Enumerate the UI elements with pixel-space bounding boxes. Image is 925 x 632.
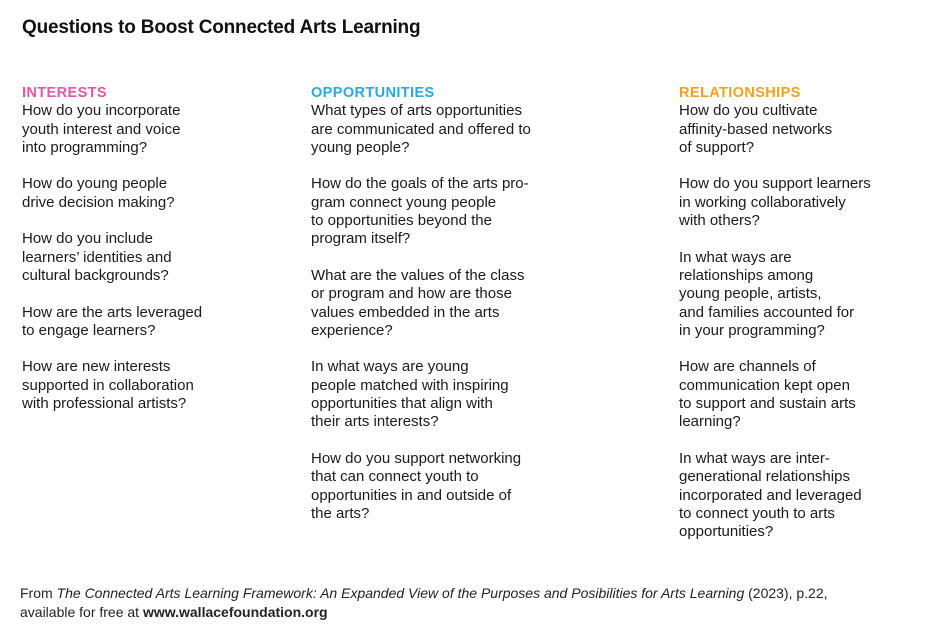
citation-suffix: (2023), p.22, bbox=[744, 585, 828, 601]
question: What are the values of the class or program and how are those values embedded in the arts experience? bbox=[311, 266, 525, 339]
question: How are new interests supported in collaboration with professional artists? bbox=[22, 358, 194, 413]
column-opportunities bbox=[311, 84, 641, 541]
question: How do you include learners’ identities and cultural backgrounds? bbox=[22, 230, 172, 284]
source-citation bbox=[20, 584, 828, 622]
question: How are channels of communication kept open to support and sustain arts learning? bbox=[679, 358, 856, 431]
citation-availability: available for free at bbox=[20, 604, 143, 620]
column-heading-interests: INTERESTS bbox=[22, 85, 107, 101]
question: How are the arts leveraged to engage learners? bbox=[22, 303, 203, 339]
question: How do you support learners in working collaboratively with others? bbox=[679, 175, 871, 230]
question: In what ways are inter- generational relationships incorporated and leveraged to connect youth to arts opportunities? bbox=[679, 449, 862, 541]
page-title: Questions to Boost Connected Arts Learning bbox=[22, 17, 421, 38]
question: What types of arts opportunities are communicated and offered to young people? bbox=[311, 102, 531, 156]
column-interests bbox=[22, 84, 292, 432]
question: In what ways are young people matched with inspiring opportunities that align with their arts interests? bbox=[311, 358, 509, 431]
citation-book-title: The Connected Arts Learning Framework: An Expanded View of the Purposes and Posibilities for Arts Learning bbox=[56, 585, 745, 601]
question: How do you incorporate youth interest and voice into programming? bbox=[22, 102, 181, 156]
question: How do you support networking that can connect youth to opportunities in and outside of the arts? bbox=[311, 449, 522, 522]
website-link[interactable]: www.wallacefoundation.org bbox=[142, 604, 328, 620]
question: In what ways are relationships among young people, artists, and families accounted for in your programming? bbox=[679, 248, 855, 339]
question: How do you cultivate affinity-based networks of support? bbox=[679, 102, 833, 156]
citation-prefix: From bbox=[20, 585, 57, 601]
column-heading-relationships: RELATIONSHIPS bbox=[679, 85, 801, 101]
question: How do young people drive decision making? bbox=[22, 175, 175, 211]
question: How do the goals of the arts pro- gram connect young people to opportunities beyond the program itself? bbox=[311, 175, 529, 248]
column-heading-opportunities: OPPORTUNITIES bbox=[311, 85, 435, 101]
column-relationships bbox=[679, 84, 919, 560]
